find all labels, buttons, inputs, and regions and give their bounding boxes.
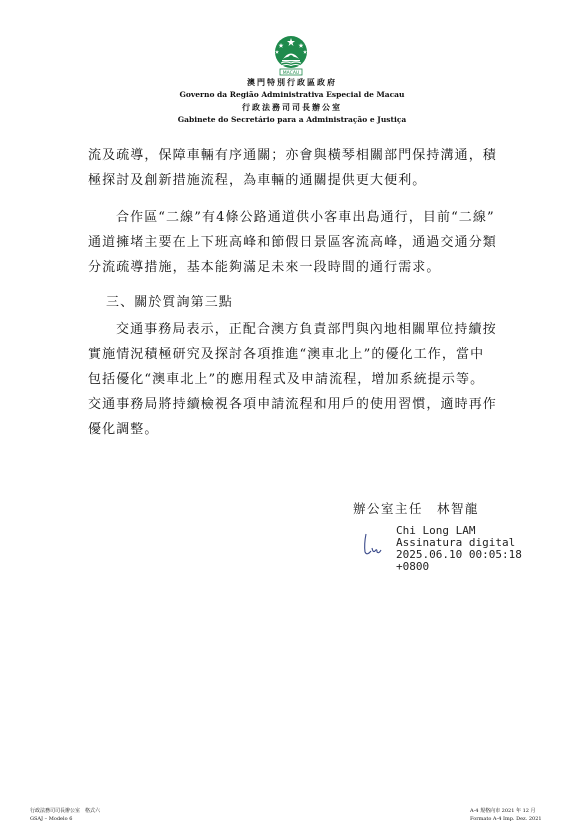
footer-form-code [30,807,100,823]
paragraph-line: 流及疏導，保障車輛有序通關；亦會與橫琴相關部門保持溝通，積 [88,148,497,163]
signer-name: Chi Long LAM [396,524,476,537]
paragraph-line: 包括優化“澳車北上”的應用程式及申請流程，增加系統提示等。 [88,372,485,387]
handwritten-signature-icon [352,530,396,560]
paragraph-line: 交通事務局表示，正配合澳方負責部門與內地相關單位持續按 [116,322,497,337]
paragraph-line: 合作區“二線”有4條公路通道供小客車出島通行，目前“二線” [116,210,495,225]
signature-label: Assinatura digital [396,536,516,549]
signature-timezone: +0800 [396,560,430,573]
paragraph-continuation [88,143,508,193]
office-title-zh: 行政法務司司長辦公室 [242,102,342,112]
paragraph-line: 極探討及創新措施流程，為車輛的通關提供更大便利。 [88,173,427,188]
digital-signature-block [396,525,522,573]
footer-right-line: Formato A-4 Imp. Dez. 2021 [470,816,542,822]
signatory-title: 辦公室主任 林智龍 [353,501,480,516]
footer-left-line: 行政法務司司長辦公室 格式六 [30,808,101,814]
paragraph-second-line-crossing [88,205,508,280]
paragraph-transport-bureau [88,317,508,442]
government-title-zh: 澳門特別行政區政府 [247,77,337,87]
footer-left-line: GSAJ – Modelo 6 [30,816,73,822]
paragraph-line: 實施情況積極研究及探討各項推進“澳車北上”的優化工作，當中 [88,347,485,362]
paragraph-line: 分流疏導措施，基本能夠滿足未來一段時間的通行需求。 [88,260,441,275]
paragraph-line: 交通事務局將持續檢視各項申請流程和用戶的使用習慣，適時再作 [88,397,497,412]
emblem-text: MACAU [282,71,300,76]
section-heading-text: 三、關於質詢第三點 [106,295,233,310]
macau-emblem-icon [269,34,313,76]
section-heading [88,290,508,315]
paragraph-line: 優化調整。 [88,422,159,437]
footer-print-format [470,807,542,823]
signature-datetime: 2025.06.10 00:05:18 [396,548,522,561]
footer-right-line: A-4 規格向市 2021 年 12 月 [470,808,536,814]
office-title-pt: Gabinete do Secretário para a Administração e Justiça [177,115,407,124]
paragraph-line: 通道擁堵主要在上下班高峰和節假日景區客流高峰，通過交通分類 [88,235,497,250]
government-title-pt: Governo da Região Administrativa Especial de Macau [179,90,405,99]
